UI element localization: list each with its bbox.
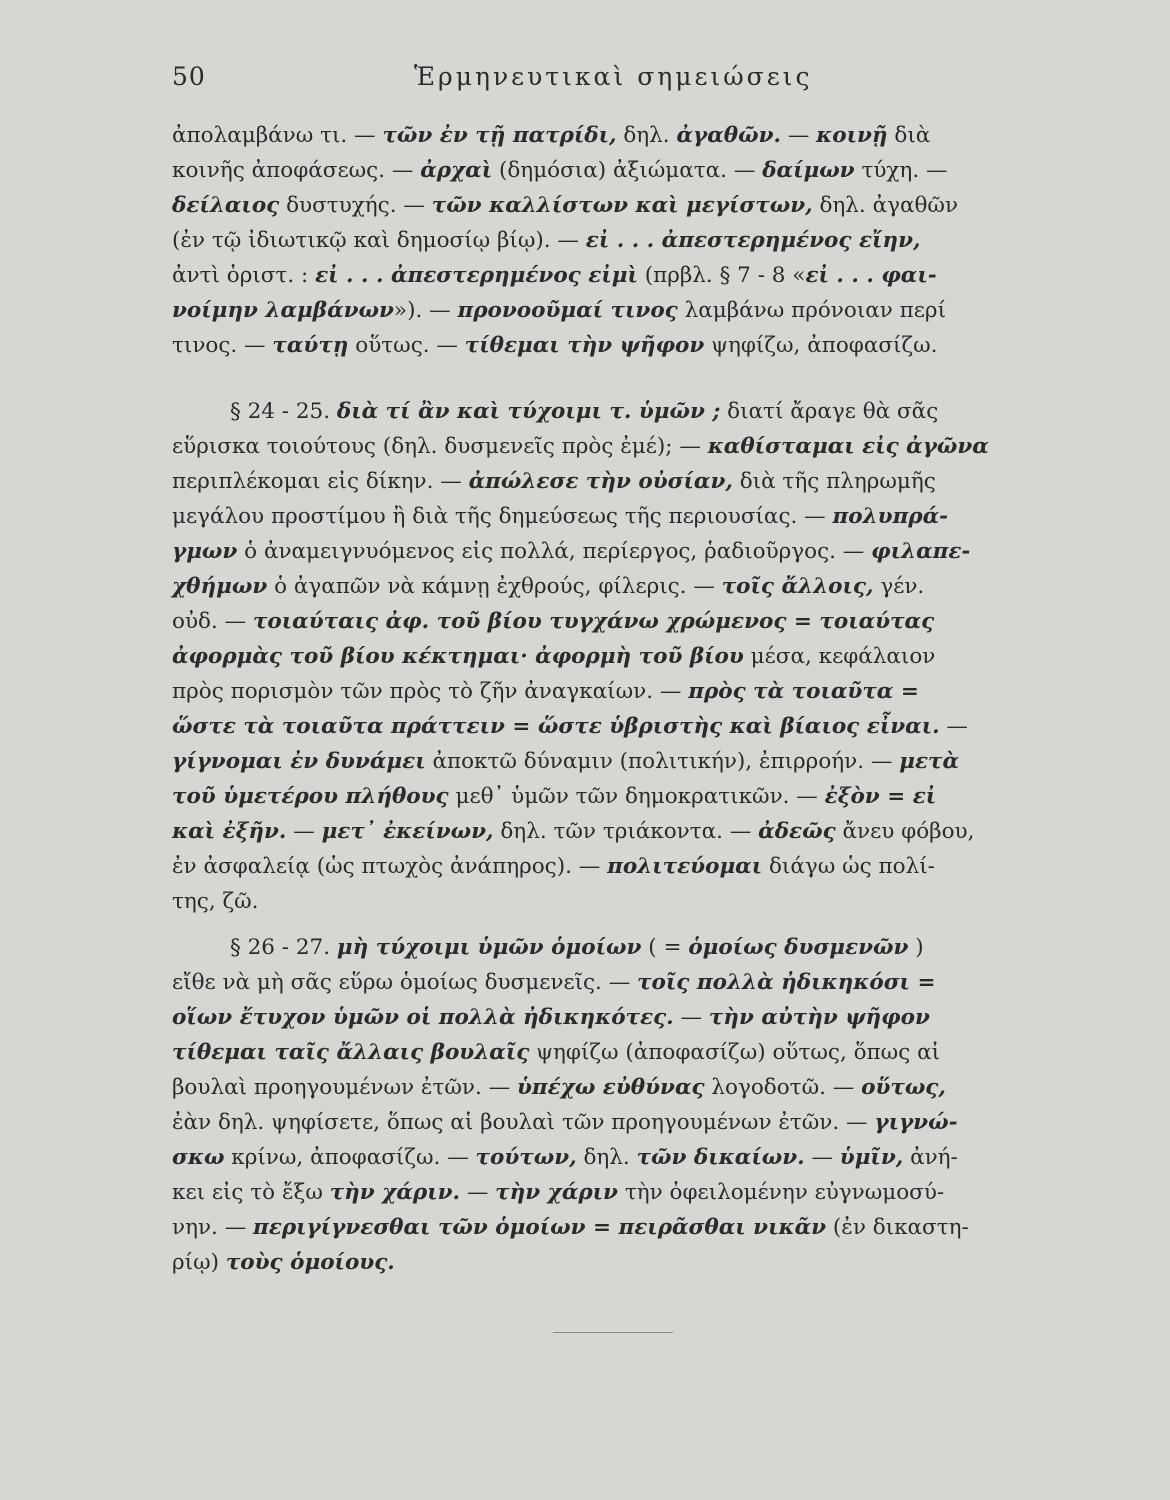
text-line: ἐν ἀσφαλείᾳ (ὡς πτωχὸς ἀνάπηρος). — πολιτεύομαι διάγω ὡς πολί- (172, 854, 935, 879)
text-line: μεγάλου προστίμου ἢ διὰ τῆς δημεύσεως τῆς περιουσίας. — πολυπρά- (172, 504, 949, 529)
text-line: τοῦ ὑμετέρου πλήθους μεθ᾿ ὑμῶν τῶν δημοκρατικῶν. — ἐξὸν = εἰ (172, 784, 937, 809)
text-line: (ἐν τῷ ἰδιωτικῷ καὶ δημοσίῳ βίῳ). — εἰ . . . ἀπεστερημένος εἴην, (172, 228, 921, 253)
text-line: περιπλέκομαι εἰς δίκην. — ἀπώλεσε τὴν οὐσίαν, διὰ τῆς πληρωμῆς (172, 469, 936, 494)
text-line: ἀφορμὰς τοῦ βίου κέκτημαι· ἀφορμὴ τοῦ βίου μέσα, κεφάλαιον (172, 644, 936, 669)
text-line: καὶ ἐξῆν. — μετ᾿ ἐκείνων, δηλ. τῶν τριάκοντα. — ἀδεῶς ἄνευ φόβου, (172, 819, 975, 844)
text-line: οἵων ἔτυχον ὑμῶν οἱ πολλὰ ἠδικηκότες. — τὴν αὐτὴν ψῆφον (172, 1005, 930, 1030)
commentary-paragraph-1 (172, 118, 1092, 363)
text-line: τίθεμαι ταῖς ἄλλαις βουλαῖς ψηφίζω (ἀποφασίζω) οὕτως, ὅπως αἱ (172, 1040, 941, 1065)
text-line: νοίμην λαμβάνων»). — προνοοῦμαί τινος λαμβάνω πρόνοιαν περί (172, 298, 947, 323)
text-line: εἴθε νὰ μὴ σᾶς εὕρω ὁμοίως δυσμενεῖς. — τοῖς πολλὰ ἠδικηκόσι = (172, 970, 936, 995)
text-line: οὐδ. — τοιαύταις ἀφ. τοῦ βίου τυγχάνω χρώμενος = τοιαύτας (172, 609, 935, 634)
text-line: νην. — περιγίγνεσθαι τῶν ὁμοίων = πειρᾶσθαι νικᾶν (ἐν δικαστη- (172, 1215, 969, 1240)
page-header (172, 62, 1092, 98)
text-line: κει εἰς τὸ ἔξω τὴν χάριν. — τὴν χάριν τὴν ὀφειλομένην εὐγνωμοσύ- (172, 1180, 945, 1205)
text-line: δείλαιος δυστυχής. — τῶν καλλίστων καὶ μεγίστων, δηλ. ἀγαθῶν (172, 193, 959, 218)
footer-rule (553, 1332, 673, 1333)
text-line: γίγνομαι ἐν δυνάμει ἀποκτῶ δύναμιν (πολιτικήν), ἐπιρροήν. — μετὰ (172, 749, 960, 774)
text-line: τινος. — ταύτῃ οὕτως. — τίθεμαι τὴν ψῆφον ψηφίζω, ἀποφασίζω. (172, 333, 938, 358)
text-line: ρίῳ) τοὺς ὁμοίους. (172, 1250, 395, 1275)
text-line: ὥστε τὰ τοιαῦτα πράττειν = ὥστε ὑβριστὴς καὶ βίαιος εἶναι. — (172, 714, 968, 739)
text-line: § 26 - 27. μὴ τύχοιμι ὑμῶν ὁμοίων ( = ὁμοίως δυσμενῶν ) (230, 935, 924, 960)
text-line: κοινῆς ἀποφάσεως. — ἀρχαὶ (δημόσια) ἀξιώματα. — δαίμων τύχη. — (172, 158, 948, 183)
text-line: ἐὰν δηλ. ψηφίσετε, ὅπως αἱ βουλαὶ τῶν προηγουμένων ἐτῶν. — γιγνώ- (172, 1110, 958, 1135)
text-line: § 24 - 25. διὰ τί ἂν καὶ τύχοιμι τ. ὑμῶν ; διατί ἄραγε θὰ σᾶς (230, 399, 939, 424)
text-line: γμων ὁ ἀναμειγνυόμενος εἰς πολλά, περίεργος, ῥαδιοῦργος. — φιλαπε- (172, 539, 971, 564)
text-line: χθήμων ὁ ἀγαπῶν νὰ κάμνῃ ἐχθρούς, φίλερις. — τοῖς ἄλλοις, γέν. (172, 574, 925, 599)
text-line: πρὸς πορισμὸν τῶν πρὸς τὸ ζῆν ἀναγκαίων. — πρὸς τὰ τοιαῦτα = (172, 679, 919, 704)
running-title: Ἑρμηνευτικαὶ σημειώσεις (414, 62, 813, 91)
text-line: της, ζῶ. (172, 889, 259, 914)
text-line: σκω κρίνω, ἀποφασίζω. — τούτων, δηλ. τῶν δικαίων. — ὑμῖν, ἀνή- (172, 1145, 958, 1170)
text-line: ἀντὶ ὁριστ. : εἰ . . . ἀπεστερημένος εἰμὶ (πρβλ. § 7 - 8 «εἰ . . . φαι- (172, 263, 937, 288)
page-number: 50 (172, 62, 206, 91)
commentary-paragraph-24-25 (172, 394, 1092, 919)
commentary-paragraph-26-27 (172, 930, 1092, 1280)
text-line: ἀπολαμβάνω τι. — τῶν ἐν τῇ πατρίδι, δηλ. ἀγαθῶν. — κοινῇ διὰ (172, 123, 931, 148)
text-line: βουλαὶ προηγουμένων ἐτῶν. — ὑπέχω εὐθύνας λογοδοτῶ. — οὕτως, (172, 1075, 946, 1100)
text-line: εὕρισκα τοιούτους (δηλ. δυσμενεῖς πρὸς ἐμέ); — καθίσταμαι εἰς ἀγῶνα (172, 434, 989, 459)
